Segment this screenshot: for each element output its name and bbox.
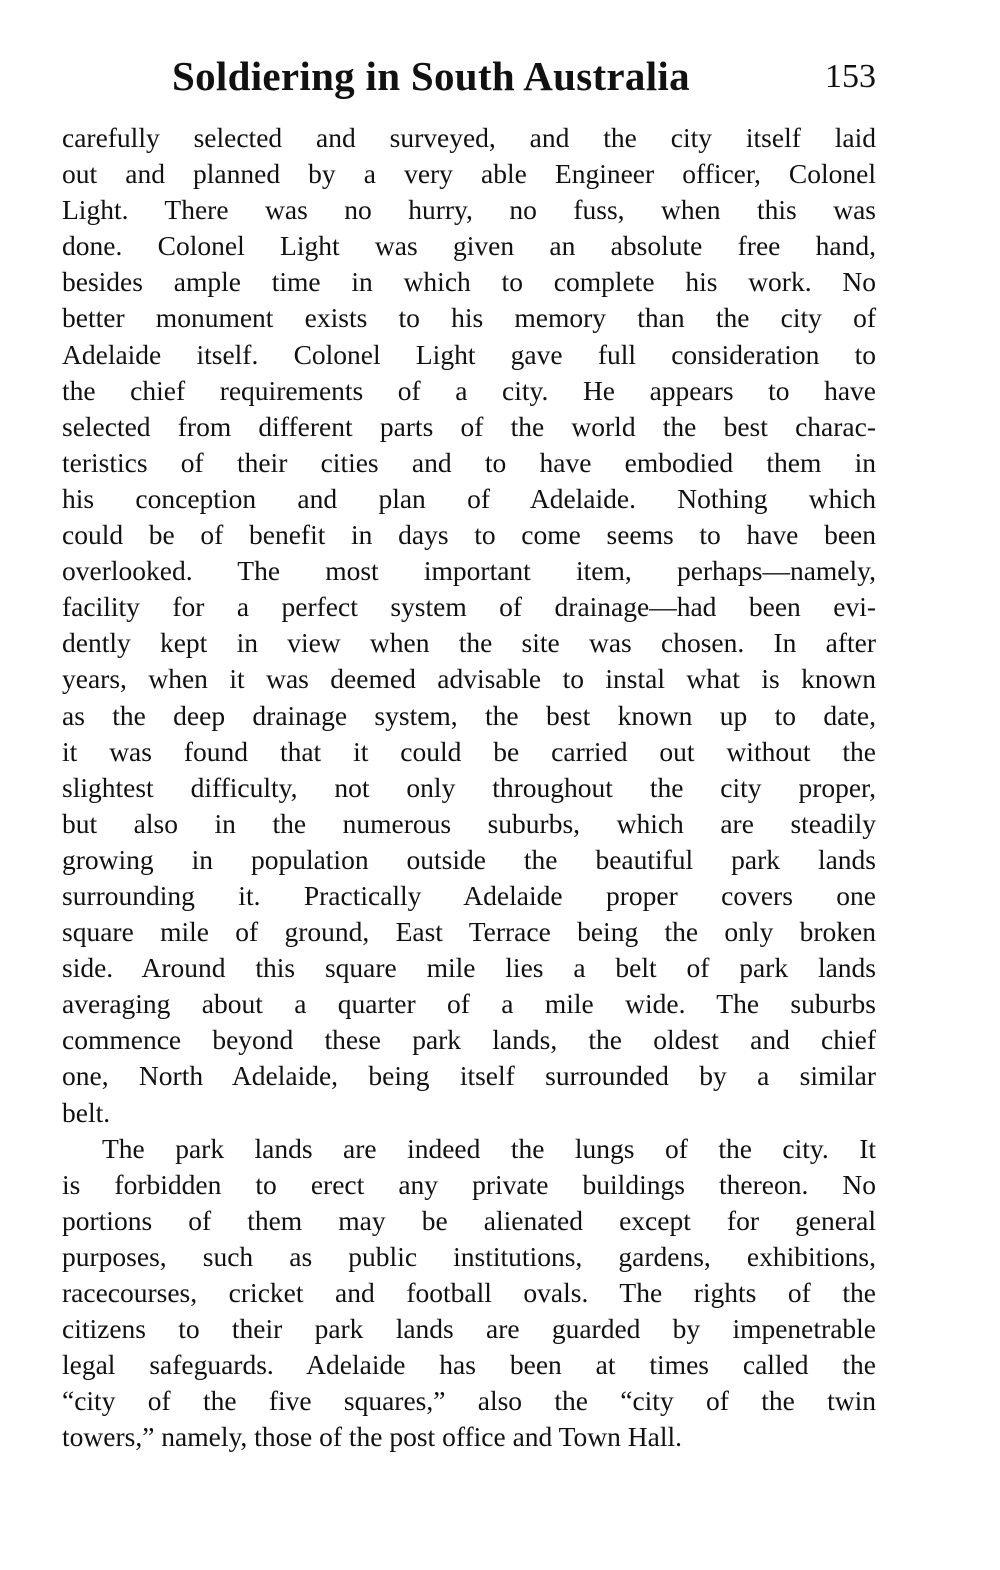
text-line: the chief requirements of a city. He appears to have (62, 374, 876, 406)
text-line: commence beyond these park lands, the oldest and chief (62, 1024, 876, 1056)
text-line: years, when it was deemed advisable to instal what is known (62, 663, 876, 695)
text-line: is forbidden to erect any private buildings thereon. No (62, 1168, 876, 1200)
text-line: side. Around this square mile lies a belt of park lands (62, 952, 876, 984)
text-line: done. Colonel Light was given an absolute free hand, (62, 230, 876, 262)
page-number: 153 (825, 58, 876, 95)
text-line: portions of them may be alienated except for general (62, 1204, 876, 1236)
text-line: out and planned by a very able Engineer officer, Colonel (62, 158, 876, 190)
running-title: Soldiering in South Australia (172, 53, 690, 99)
text-line: could be of benefit in days to come seems to have been (62, 519, 876, 551)
paragraph (62, 120, 876, 1131)
text-line: surrounding it. Practically Adelaide proper covers one (62, 879, 876, 911)
text-line: Adelaide itself. Colonel Light gave full consideration to (62, 338, 876, 370)
text-line: The park lands are indeed the lungs of the city. It (102, 1132, 876, 1164)
text-line: teristics of their cities and to have embodied them in (62, 446, 876, 478)
text-line: but also in the numerous suburbs, which are steadily (62, 807, 876, 839)
text-line: towers,” namely, those of the post office and Town Hall. (62, 1421, 682, 1453)
text-line: purposes, such as public institutions, gardens, exhibitions, (62, 1240, 876, 1272)
text-line: his conception and plan of Adelaide. Nothing which (62, 482, 876, 514)
text-line: racecourses, cricket and football ovals. The rights of the (62, 1277, 876, 1308)
text-line: belt. (62, 1096, 111, 1128)
text-line: dently kept in view when the site was chosen. In after (62, 627, 876, 659)
text-line: better monument exists to his memory than the city of (62, 302, 876, 334)
text-line: one, North Adelaide, being itself surrounded by a similar (62, 1060, 876, 1092)
text-line: square mile of ground, East Terrace being the only broken (62, 916, 876, 948)
text-line: Light. There was no hurry, no fuss, when this was (62, 194, 876, 226)
text-line: carefully selected and surveyed, and the city itself laid (62, 122, 876, 153)
running-header (62, 52, 876, 102)
text-line: besides ample time in which to complete his work. No (62, 266, 876, 298)
text-line: citizens to their park lands are guarded by impenetrable (62, 1313, 876, 1345)
text-line: it was found that it could be carried out without the (62, 735, 876, 767)
paragraph (62, 1131, 876, 1456)
text-line: legal safeguards. Adelaide has been at times called the (62, 1349, 876, 1381)
text-line: as the deep drainage system, the best known up to date, (62, 699, 876, 731)
text-line: growing in population outside the beautiful park lands (62, 843, 876, 875)
text-line: averaging about a quarter of a mile wide. The suburbs (62, 988, 876, 1020)
text-line: “city of the five squares,” also the “city of the twin (62, 1385, 876, 1417)
text-line: facility for a perfect system of drainage—had been evi- (62, 591, 876, 623)
text-line: selected from different parts of the world the best charac- (62, 410, 876, 442)
text-line: overlooked. The most important item, perhaps—namely, (62, 555, 876, 587)
page-body (62, 120, 876, 1455)
text-line: slightest difficulty, not only throughout the city proper, (62, 771, 876, 803)
